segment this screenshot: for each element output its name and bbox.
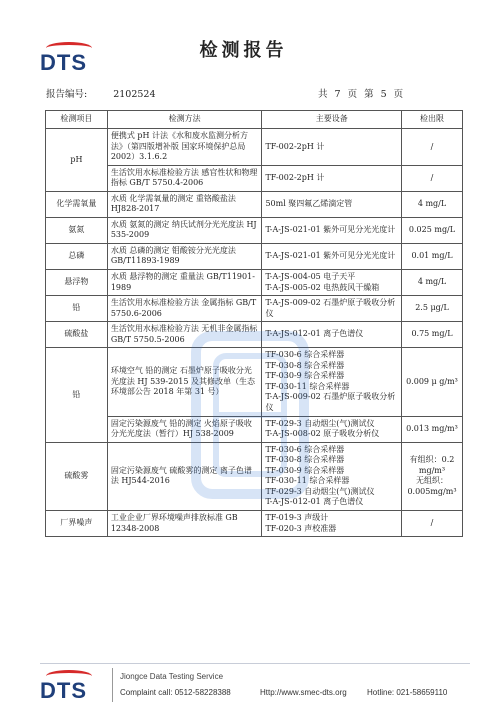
cell-limit: 0.75 mg/L [402,322,463,348]
table-row [46,165,463,191]
hotline: Hotline: 021-58659110 [367,688,448,697]
website-link[interactable]: Http://www.smec-dts.org [260,688,347,697]
cell-limit: 4 mg/L [402,191,463,217]
cell-item: 厂界噪声 [46,510,108,536]
cell-equipment: 50ml 聚四氟乙烯滴定管 [262,191,402,217]
cell-limit: 4 mg/L [402,270,463,296]
company-name-en: Jiongce Data Testing Service [120,672,224,681]
header-limit: 检出限 [402,111,463,129]
cell-equipment: TF-002-2pH 计 [262,129,402,166]
table-row [46,243,463,269]
cell-equipment: T-A-JS-009-02 石墨炉原子吸收分析仪 [262,296,402,322]
cell-equipment: TF-029-3 自动烟尘(气)测试仪 T-A-JS-008-02 原子吸收分析仪 [262,416,402,442]
cell-item: 硫酸雾 [46,442,108,510]
cell-item: 化学需氧量 [46,191,108,217]
report-number-label: 报告编号: [46,89,88,100]
table-row [46,322,463,348]
cell-method: 生活饮用水标准检验方法 金属指标 GB/T 5750.6-2006 [107,296,262,322]
header-item: 检测项目 [46,111,108,129]
cell-equipment: TF-030-6 综合采样器 TF-030-8 综合采样器 TF-030-9 综合采样器 TF-030-11 综合采样器 T-A-JS-009-02 石墨炉原子吸收分析仪 [262,348,402,416]
table-row [46,129,463,166]
cell-equipment: TF-030-6 综合采样器 TF-030-8 综合采样器 TF-030-9 综合采样器 TF-030-11 综合采样器 TF-029-3 自动烟尘(气)测试仪 T-A-JS-012-01 离子色谱仪 [262,442,402,510]
cell-item: 悬浮物 [46,270,108,296]
cell-limit: / [402,510,463,536]
cell-item: 氨氮 [46,217,108,243]
cell-equipment: T-A-JS-021-01 紫外可见分光光度计 [262,243,402,269]
cell-item: 铅 [46,296,108,322]
cell-method: 固定污染源废气 硫酸雾的测定 离子色谱法 HJ544-2016 [107,442,262,510]
cell-limit: / [402,129,463,166]
header-equipment: 主要设备 [262,111,402,129]
cell-limit: / [402,165,463,191]
footer-divider [40,663,470,664]
table-body [46,129,463,537]
table-row [46,270,463,296]
page-title: 检测报告 [199,40,288,61]
cell-limit: 2.5 μg/L [402,296,463,322]
table-row [46,510,463,536]
cell-method: 便携式 pH 计法《水和废水监测分析方法》（第四版增补版 国家环境保护总局 2002）3.1.6.2 [107,129,262,166]
cell-equipment: TF-002-2pH 计 [262,165,402,191]
table-header-row [46,111,463,129]
cell-item: 总磷 [46,243,108,269]
logo-text: DTS [40,50,87,75]
cell-method: 水质 悬浮物的测定 重量法 GB/T11901-1989 [107,270,262,296]
cell-limit: 0.025 mg/L [402,217,463,243]
table-row [46,217,463,243]
cell-item: pH [46,129,108,192]
table-row [46,296,463,322]
table-row [46,442,463,510]
complaint-call: Complaint call: 0512-58228388 [120,688,231,697]
cell-equipment: TF-019-3 声级计 TF-020-3 声校准器 [262,510,402,536]
test-methods-table [45,110,463,537]
cell-method: 生活饮用水标准检验方法 感官性状和物理指标 GB/T 5750.4-2006 [107,165,262,191]
table-row [46,348,463,416]
report-number [46,86,156,100]
header-method: 检测方法 [107,111,262,129]
cell-limit: 有组织：0.2 mg/m³ 无组织：0.005mg/m³ [402,442,463,510]
cell-method: 水质 氨氮的测定 纳氏试剂分光光度法 HJ 535-2009 [107,217,262,243]
cell-equipment: T-A-JS-004-05 电子天平 T-A-JS-005-02 电热鼓风干燥箱 [262,270,402,296]
cell-limit: 0.01 mg/L [402,243,463,269]
cell-item: 铅 [46,348,108,442]
cell-method: 生活饮用水标准检验方法 无机非金属指标 GB/T 5750.5-2006 [107,322,262,348]
page-info: 共 7 页 第 5 页 [318,89,404,100]
footer-separator [112,668,113,702]
cell-equipment: T-A-JS-021-01 紫外可见分光光度计 [262,217,402,243]
table-row [46,191,463,217]
table-row [46,416,463,442]
cell-equipment: T-A-JS-012-01 离子色谱仪 [262,322,402,348]
cell-method: 水质 化学需氧量的测定 重铬酸盐法 HJ828-2017 [107,191,262,217]
cell-limit: 0.009 μ g/m³ [402,348,463,416]
cell-method: 固定污染源废气 铅的测定 火焰原子吸收分光光度法（暂行）HJ 538-2009 [107,416,262,442]
cell-method: 工业企业厂界环境噪声排放标准 GB 12348-2008 [107,510,262,536]
cell-item: 硫酸盐 [46,322,108,348]
footer-logo-text: DTS [40,678,87,703]
cell-method: 水质 总磷的测定 钼酸铵分光光度法 GB/T11893-1989 [107,243,262,269]
cell-method: 环境空气 铅的测定 石墨炉原子吸收分光光度法 HJ 539-2015 及其修改单（生态环境部公告 2018 年第 31 号） [107,348,262,416]
cell-limit: 0.013 mg/m³ [402,416,463,442]
report-number-value: 2102524 [113,89,156,100]
footer-logo [40,668,100,702]
